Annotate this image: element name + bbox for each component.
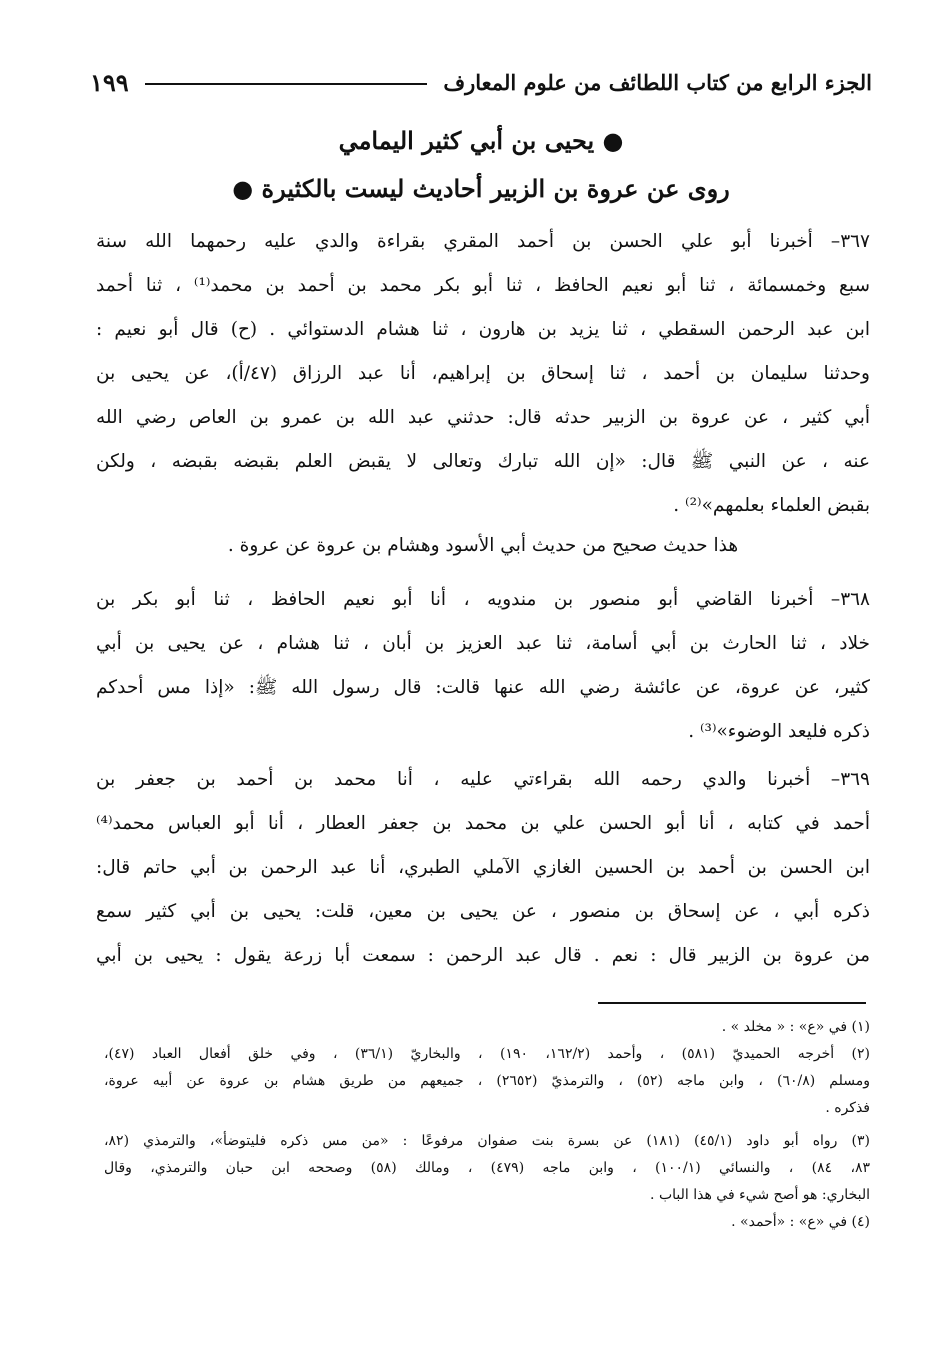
comment-line: هذا حديث صحيح من حديث أبي الأسود وهشام بن عروة عن عروة . bbox=[227, 535, 739, 556]
text-line: ابن الحسن بن أحمد بن الحسين الغازي الآملي الطبري، أنا عبد الرحمن بن أبي حاتم قال: bbox=[96, 857, 870, 878]
header-rule bbox=[145, 83, 428, 85]
footnote-3-line: (٣) رواه أبو داود (٤٥/١) (١٨١) عن بسرة بنت صفوان مرفوعًا : «من مس ذكره فليتوضأ»، والترمذي (٨٢، bbox=[104, 1133, 871, 1149]
footnote-separator bbox=[598, 1002, 866, 1004]
text-line: عنه ، عن النبي ﷺ قال: «إن الله تبارك وتعالى لا يقبض العلم بقبضه بقبضه ، ولكن bbox=[96, 451, 870, 472]
text-line: أحمد في كتابه ، أنا أبو الحسن علي بن محمد بن جعفر العطار ، أنا أبو العباس محمد⁽⁴⁾ bbox=[96, 813, 870, 834]
footnote-1: (١) في «ع» : « مخلد » . bbox=[721, 1019, 870, 1035]
text-line: ٣٦٩– أخبرنا والدي رحمه الله بقراءتي عليه ، أنا محمد بن أحمد بن جعفر بن bbox=[96, 769, 870, 790]
hadith-369 bbox=[96, 758, 870, 978]
footnote-3-line: ٨٣، ٨٤) ، والنسائي (١٠٠/١) ، وابن ماجه (٤٧٩) ، ومالك (٥٨) وصححه ابن حبان والترمذي، وقال bbox=[104, 1160, 871, 1176]
text-line: ذكره فليعد الوضوء»⁽³⁾ . bbox=[688, 721, 870, 742]
text-line: من عروة بن الزبير قال : نعم . قال عبد الرحمن : سمعت أبا زرعة يقول : يحيى بن أبي bbox=[96, 945, 870, 966]
text-line: ذكره أبي ، عن إسحاق بن منصور ، عن يحيى بن معين، قلت: يحيى بن أبي كثير سمع bbox=[96, 901, 870, 922]
running-header-title: الجزء الرابع من كتاب اللطائف من علوم المعارف bbox=[443, 69, 872, 95]
text-line: بقبض العلماء بعلمهم»⁽²⁾ . bbox=[673, 495, 870, 516]
footnote-2-line: فذكره . bbox=[825, 1100, 870, 1116]
footnote-2-line: ومسلم (٦٠/٨) ، وابن ماجه (٥٢) ، والترمذيّ (٢٦٥٢) ، جميعهم من طريق هشام بن عروة عن أبيه عروة، bbox=[104, 1073, 871, 1089]
text-line: ٣٦٨– أخبرنا القاضي أبو منصور بن مندويه ، أنا أبو نعيم الحافظ ، ثنا أبو بكر بن bbox=[96, 589, 870, 610]
section-subheading: روى عن عروة بن الزبير أحاديث ليست بالكثيرة ● bbox=[232, 174, 730, 203]
footnote-2-line: (٢) أخرجه الحميديّ (٥٨١) ، وأحمد (١٦٢/٢، ١٩٠) ، والبخاريّ (٣٦/١) ، وفي خلق أفعال العباد (٤٧)، bbox=[104, 1046, 870, 1062]
text-line: أبي كثير ، عن عروة بن الزبير حدثه قال: حدثني عبد الله بن عمرو بن العاص رضي الله bbox=[96, 407, 870, 428]
text-line: وحدثنا سليمان بن أحمد ، ثنا إسحاق بن إبراهيم، أنا عبد الرزاق (٤٧/أ)، عن يحيى بن bbox=[96, 363, 870, 384]
footnotes bbox=[104, 1014, 870, 1236]
section-heading: ● يحيى بن أبي كثير اليمامي bbox=[338, 126, 624, 155]
text-line: ابن عبد الرحمن السقطي ، ثنا يزيد بن هارون ، ثنا هشام الدستوائي . (ح) قال أبو نعيم : bbox=[96, 319, 870, 340]
text-line: سبع وخمسمائة ، ثنا أبو نعيم الحافظ ، ثنا أبو بكر محمد بن أحمد بن محمد⁽¹⁾ ، ثنا أحمد bbox=[96, 275, 870, 296]
footnote-4: (٤) في «ع» : «أحمد» . bbox=[731, 1214, 870, 1230]
hadith-367 bbox=[96, 220, 870, 528]
text-line: ٣٦٧– أخبرنا أبو علي الحسن بن أحمد المقري بقراءة والدي عليه رحمهما الله سنة bbox=[96, 231, 870, 252]
text-line: خلاد ، ثنا الحارث بن أبي أسامة، ثنا عبد العزيز بن أبان ، ثنا هشام ، عن يحيى بن أبي bbox=[96, 633, 870, 654]
page-number: ١٩٩ bbox=[90, 67, 129, 97]
footnote-3-line: البخاري: هو أصح شيء في هذا الباب . bbox=[650, 1187, 870, 1203]
hadith-368 bbox=[96, 578, 870, 754]
hadith-comment bbox=[96, 524, 870, 568]
running-header bbox=[90, 62, 872, 102]
text-line: كثير، عن عروة، عن عائشة رضي الله عنها قالت: قال رسول الله ﷺ: «إذا مس أحدكم bbox=[96, 677, 870, 698]
